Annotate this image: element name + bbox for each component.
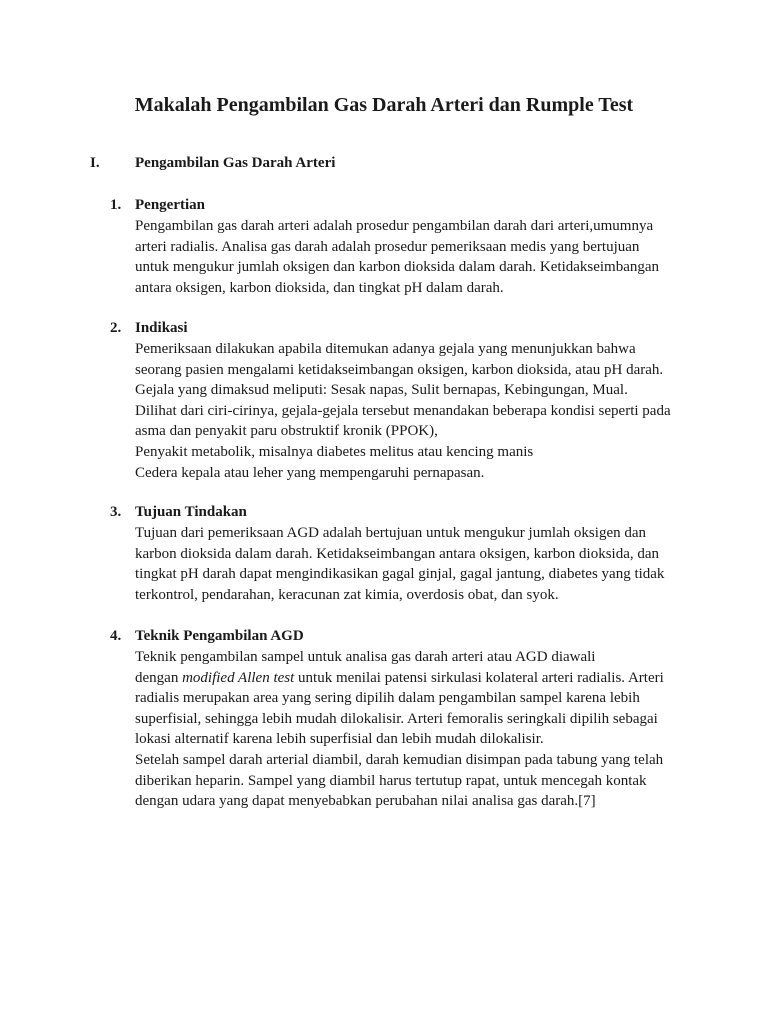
paragraph-line: Teknik pengambilan sampel untuk analisa gas darah arteri atau AGD diawali bbox=[135, 649, 596, 665]
paragraph-line: superfisial, sehingga lebih mudah dilokalisir. Arteri femoralis seringkali dipilih sebagai bbox=[135, 710, 658, 727]
paragraph-line bbox=[135, 668, 680, 689]
paragraph-line: Pemeriksaan dilakukan apabila ditemukan adanya gejala yang menunjukkan bahwa bbox=[135, 341, 636, 357]
paragraph-line: karbon dioksida dalam darah. Ketidakseimbangan antara oksigen, karbon dioksida, dan bbox=[135, 545, 660, 562]
paragraph-line: antara oksigen, karbon dioksida, dan tingkat pH dalam darah. bbox=[135, 279, 504, 296]
paragraph-line: seorang pasien mengalami ketidakseimbangan oksigen, karbon dioksida, atau pH darah. bbox=[135, 361, 664, 378]
paragraph-line: diberikan heparin. Sampel yang diambil harus tertutup rapat, untuk mencegah kontak bbox=[135, 772, 647, 789]
subsection-body bbox=[135, 339, 680, 483]
paragraph-line: radialis merupakan area yang sering dipilih dalam pengambilan sampel karena lebih bbox=[135, 690, 640, 707]
paragraph-line: lokasi alternatif karena lebih superfisial dan lebih mudah dilokalisir. bbox=[135, 731, 544, 748]
subsection-number: 2. bbox=[110, 320, 122, 336]
section-title: Pengambilan Gas Darah Arteri bbox=[135, 155, 336, 171]
paragraph-line: Setelah sampel darah arterial diambil, darah kemudian disimpan pada tabung yang telah bbox=[135, 751, 664, 768]
paragraph-line: Pengambilan gas darah arteri adalah prosedur pengambilan darah dari arteri,umumnya bbox=[135, 218, 654, 234]
italic-term: modified Allen test bbox=[182, 669, 295, 686]
subsection-title: Pengertian bbox=[135, 197, 205, 213]
paragraph-line: untuk mengukur jumlah oksigen dan karbon dioksida dalam darah. Ketidakseimbangan bbox=[135, 259, 660, 276]
section-number: I. bbox=[90, 155, 100, 171]
subsection-title: Indikasi bbox=[135, 320, 188, 336]
subsection-number: 3. bbox=[110, 504, 122, 520]
paragraph-line: Gejala yang dimaksud meliputi: Sesak napas, Sulit bernapas, Kebingungan, Mual. bbox=[135, 382, 628, 399]
paragraph-line: dengan udara yang dapat menyebabkan perubahan nilai analisa gas darah.[7] bbox=[135, 793, 596, 810]
subsection-body bbox=[135, 647, 680, 812]
paragraph-line: terkontrol, pendarahan, keracunan zat kimia, overdosis obat, dan syok. bbox=[135, 586, 559, 603]
paragraph-line: arteri radialis. Analisa gas darah adalah prosedur pemeriksaan medis yang bertujuan bbox=[135, 238, 640, 255]
document-title: Makalah Pengambilan Gas Darah Arteri dan Rumple Test bbox=[134, 94, 634, 116]
paragraph-line: Penyakit metabolik, misalnya diabetes melitus atau kencing manis bbox=[135, 443, 534, 460]
paragraph-line: tingkat pH darah dapat mengindikasikan gagal ginjal, gagal jantung, diabetes yang tidak bbox=[135, 566, 665, 583]
paragraph-line: Tujuan dari pemeriksaan AGD adalah bertujuan untuk mengukur jumlah oksigen dan bbox=[135, 525, 647, 541]
section-heading bbox=[0, 153, 768, 173]
subsection-number: 1. bbox=[110, 197, 122, 213]
subsection-title: Teknik Pengambilan AGD bbox=[135, 628, 304, 644]
subsection-title: Tujuan Tindakan bbox=[135, 504, 247, 520]
subsection-number: 4. bbox=[110, 628, 122, 644]
subsection-body bbox=[135, 523, 680, 605]
text-run: untuk menilai patensi sirkulasi kolateral arteri radialis. Arteri bbox=[294, 669, 664, 686]
subsection-body bbox=[135, 216, 680, 298]
paragraph-line: Cedera kepala atau leher yang mempengaruhi pernapasan. bbox=[135, 464, 485, 481]
text-run: dengan bbox=[135, 669, 183, 686]
paragraph-line: Dilihat dari ciri-cirinya, gejala-gejala tersebut menandakan beberapa kondisi seperti pada bbox=[135, 402, 671, 419]
paragraph-line: asma dan penyakit paru obstruktif kronik (PPOK), bbox=[135, 423, 438, 440]
